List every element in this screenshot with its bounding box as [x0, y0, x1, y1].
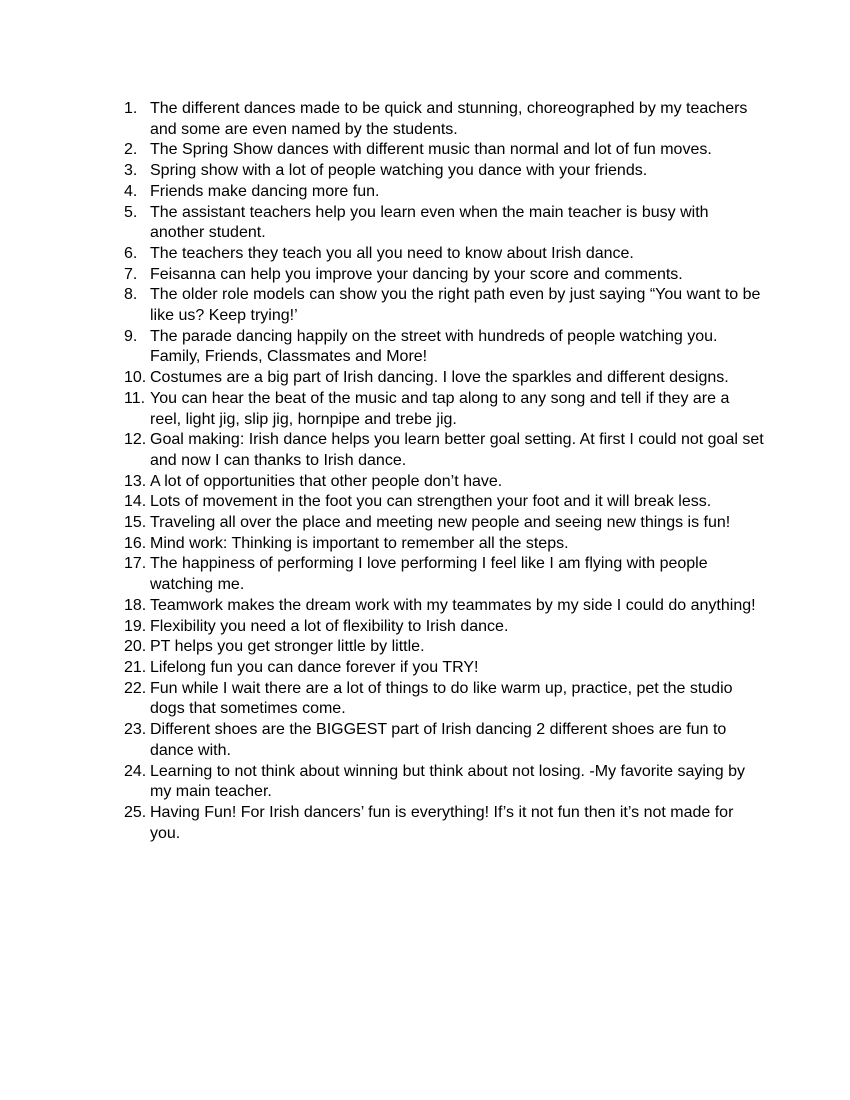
item-text: Fun while I wait there are a lot of things to do like warm up, practice, pet the studio dogs that sometimes come.: [150, 679, 733, 718]
item-number: 11.: [124, 389, 146, 407]
list-item: [124, 182, 764, 203]
list-item: [124, 203, 764, 244]
item-text: A lot of opportunities that other people don’t have.: [150, 472, 503, 490]
item-text: PT helps you get stronger little by little.: [150, 638, 425, 656]
item-number: 18.: [124, 596, 147, 614]
list-item: [124, 265, 764, 286]
item-number: 12.: [124, 431, 147, 449]
item-text: Spring show with a lot of people watching you dance with your friends.: [150, 162, 648, 180]
item-number: 5.: [124, 203, 138, 221]
item-number: 17.: [124, 555, 147, 573]
item-text: Traveling all over the place and meeting new people and seeing new things is fun!: [150, 514, 731, 532]
item-text: Having Fun! For Irish dancers’ fun is everything! If’s it not fun then it’s not made for you.: [150, 803, 734, 842]
list-item: [124, 389, 764, 430]
item-number: 19.: [124, 617, 147, 635]
item-number: 21.: [124, 658, 147, 676]
list-item: [124, 658, 764, 679]
list-item: [124, 492, 764, 513]
item-text: The assistant teachers help you learn even when the main teacher is busy with another student.: [150, 203, 709, 242]
item-text: Friends make dancing more fun.: [150, 182, 380, 200]
item-text: The parade dancing happily on the street with hundreds of people watching you. Family, Friends, Classmates and More!: [150, 327, 718, 366]
list-item: [124, 368, 764, 389]
list-item: [124, 99, 764, 140]
item-text: Learning to not think about winning but think about not losing. -My favorite saying by my main teacher.: [150, 762, 746, 801]
item-text: The older role models can show you the right path even by just saying “You want to be like us? Keep trying!’: [150, 286, 761, 325]
item-number: 7.: [124, 265, 138, 283]
item-number: 23.: [124, 721, 147, 739]
item-number: 9.: [124, 327, 138, 345]
list-item: [124, 720, 764, 761]
item-text: The teachers they teach you all you need to know about Irish dance.: [150, 244, 634, 262]
item-number: 24.: [124, 762, 147, 780]
item-number: 25.: [124, 803, 147, 821]
item-text: Goal making: Irish dance helps you learn better goal setting. At first I could not goal set and now I can thanks to Irish dance.: [150, 431, 764, 469]
item-number: 15.: [124, 514, 147, 532]
item-number: 2.: [124, 141, 138, 159]
item-text: Lifelong fun you can dance forever if you TRY!: [150, 658, 479, 676]
item-number: 13.: [124, 472, 147, 490]
item-text: You can hear the beat of the music and tap along to any song and tell if they are a reel, light jig, slip jig, hornpipe and trebe jig.: [150, 389, 730, 428]
item-text: Feisanna can help you improve your dancing by your score and comments.: [150, 265, 683, 283]
item-text: Different shoes are the BIGGEST part of Irish dancing 2 different shoes are fun to dance with.: [150, 721, 727, 759]
list-item: [124, 161, 764, 182]
list-item: [124, 430, 764, 471]
list-item: [124, 285, 764, 326]
item-text: Mind work: Thinking is important to remember all the steps.: [150, 534, 569, 552]
item-text: Costumes are a big part of Irish dancing. I love the sparkles and different designs.: [150, 369, 729, 387]
list-item: [124, 679, 764, 720]
list-item: [124, 617, 764, 638]
item-text: Teamwork makes the dream work with my teammates by my side I could do anything!: [150, 596, 756, 614]
item-number: 14.: [124, 493, 147, 511]
item-text: Flexibility you need a lot of flexibility to Irish dance.: [150, 617, 509, 635]
item-text: The Spring Show dances with different music than normal and lot of fun moves.: [150, 141, 712, 159]
item-text: The different dances made to be quick and stunning, choreographed by my teachers and some are even named by the students.: [150, 100, 748, 138]
list-item: [124, 534, 764, 555]
list-item: [124, 140, 764, 161]
item-number: 16.: [124, 534, 147, 552]
item-number: 22.: [124, 679, 147, 697]
list-item: [124, 596, 764, 617]
numbered-list: [124, 99, 764, 844]
item-text: The happiness of performing I love performing I feel like I am flying with people watching me.: [150, 555, 708, 594]
list-item: [124, 554, 764, 595]
list-item: [124, 803, 764, 844]
item-number: 8.: [124, 286, 138, 304]
item-number: 4.: [124, 182, 138, 200]
list-item: [124, 472, 764, 493]
item-text: Lots of movement in the foot you can strengthen your foot and it will break less.: [150, 493, 712, 511]
item-number: 6.: [124, 244, 138, 262]
item-number: 1.: [124, 100, 138, 117]
list-item: [124, 513, 764, 534]
list-item: [124, 327, 764, 368]
item-number: 10.: [124, 369, 147, 387]
list-item: [124, 637, 764, 658]
list-item: [124, 762, 764, 803]
list-item: [124, 244, 764, 265]
item-number: 3.: [124, 162, 138, 180]
item-number: 20.: [124, 638, 147, 656]
